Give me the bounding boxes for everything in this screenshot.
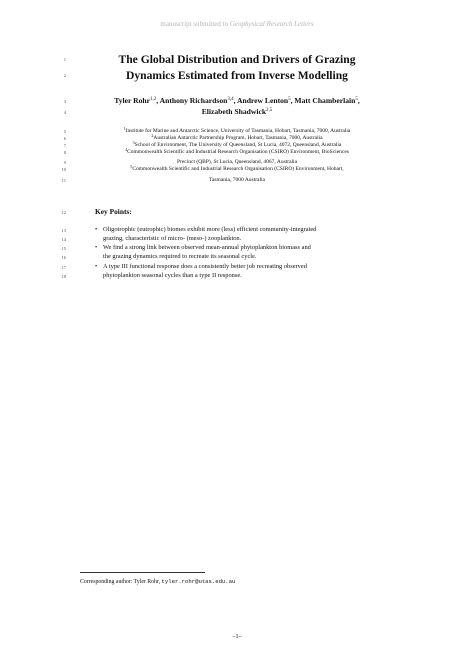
line-number: 7 (63, 143, 66, 148)
title-line-2: Dynamics Estimated from Inverse Modelling (126, 69, 348, 82)
line-number: 10 (61, 167, 66, 172)
key-point-line: the grazing dynamics required to recreate its seasonal cycle. (103, 252, 257, 260)
line-number: 6 (63, 136, 66, 141)
affiliation-mark: 3 (132, 140, 135, 145)
paper-title (70, 52, 404, 84)
author-affiliation-mark: 1,2 (149, 97, 157, 102)
affiliation (70, 166, 404, 173)
affiliation (70, 135, 404, 142)
author-list: Tyler Rohr$^{1,2}$, Anthony Richardson$^{3,4}$, Andrew Lenton$^5$, Matt Chamberlain$^5$, Elizabeth Shadwick$^{2,5}$ (114, 96, 360, 116)
affiliation-mark: 5 (130, 164, 133, 169)
line-number: 2 (63, 73, 66, 78)
affiliation-text: Commonwealth Scientific and Industrial Research Organisation (CSIRO) Environment, BioSciences (127, 149, 349, 155)
author-name: Andrew Lenton (237, 96, 289, 105)
key-point-line: grazing, characteristic of micro- (meso-) zooplankton. (103, 234, 242, 242)
line-number: 1 (63, 57, 66, 62)
footnote-rule (80, 572, 205, 573)
corresponding-author-footnote (80, 578, 235, 585)
author-affiliation-mark: 3,4 (227, 97, 234, 102)
author-name: Elizabeth Shadwick (201, 107, 267, 116)
footnote-label: Corresponding author: Tyler Rohr, (80, 579, 161, 585)
page-number: –1– (232, 634, 242, 640)
affiliation-mark: 2 (151, 133, 154, 138)
affiliation-mark: 4 (125, 147, 128, 152)
line-number: 17 (61, 265, 66, 270)
line-number: 3 (63, 99, 66, 104)
key-point-line: A type III functional response does a consistently better job recreating observed (103, 263, 307, 270)
affiliation-text: School of Environment, The University of Queensland, St Lucia, 4072, Queensland, Australia (134, 142, 342, 148)
affiliation-text: Australian Antarctic Partnership Program, Hobart, Tasmania, 7000, Australia (153, 135, 323, 141)
author-affiliation-mark: 5 (355, 97, 358, 102)
key-points-heading: Key Points: (95, 207, 132, 216)
bullet: • (95, 244, 98, 251)
author-name: Anthony Richardson (159, 96, 228, 105)
author-name: Tyler Rohr (114, 96, 150, 105)
line-number: 18 (61, 274, 66, 279)
line-number: 13 (61, 228, 66, 233)
line-number: 5 (63, 129, 66, 134)
key-point-item (95, 244, 395, 261)
key-point-line: phytoplankton seasonal cycles than a type II response. (103, 271, 242, 279)
author-email-link[interactable]: tyler.rohr@utas.edu.au (161, 578, 236, 585)
line-number: 15 (61, 246, 66, 251)
key-point-item (95, 226, 395, 243)
line-number: 11 (61, 178, 66, 183)
line-number: 9 (63, 160, 66, 165)
line-number: 16 (61, 255, 66, 260)
affiliation-text: Commonwealth Scientific and Industrial Research Organisation (CSIRO) Environment, Hobart, (132, 166, 344, 172)
author-affiliation-mark: 2,5 (266, 108, 273, 113)
title-line-1: The Global Distribution and Drivers of Grazing (118, 53, 356, 66)
bullet: • (95, 263, 98, 270)
affiliation (70, 149, 404, 156)
affiliation-continuation: Precinct (QBP), St Lucia, Queensland, 4067, Australia (176, 159, 298, 165)
line-number: 14 (61, 237, 66, 242)
key-point-item (95, 263, 395, 280)
key-point-line: We find a strong link between observed mean-annual phytoplankton biomass and (103, 244, 311, 251)
line-number: 8 (63, 150, 66, 155)
author-affiliation-mark: 5 (288, 97, 291, 102)
affiliation-continuation: Tasmania, 7000 Australia (209, 177, 265, 183)
header-journal: Geophysical Research Letters (229, 20, 314, 28)
affiliation (70, 128, 404, 135)
affiliation (70, 142, 404, 149)
affiliation-text: Institute for Marine and Antarctic Science, University of Tasmania, Hobart, Tasmania, 7000, Australia (125, 128, 351, 134)
running-header (0, 20, 474, 28)
key-point-line: Oligotrophic (eutrophic) biomes exhibit more (less) efficient community-integrated (103, 226, 317, 233)
line-number: 4 (63, 110, 66, 115)
bullet: • (95, 226, 98, 233)
affiliation-mark: 1 (123, 126, 126, 131)
header-prefix: manuscript submitted to (160, 20, 229, 28)
author-name: Matt Chamberlain (294, 96, 356, 105)
line-number: 12 (61, 210, 66, 215)
